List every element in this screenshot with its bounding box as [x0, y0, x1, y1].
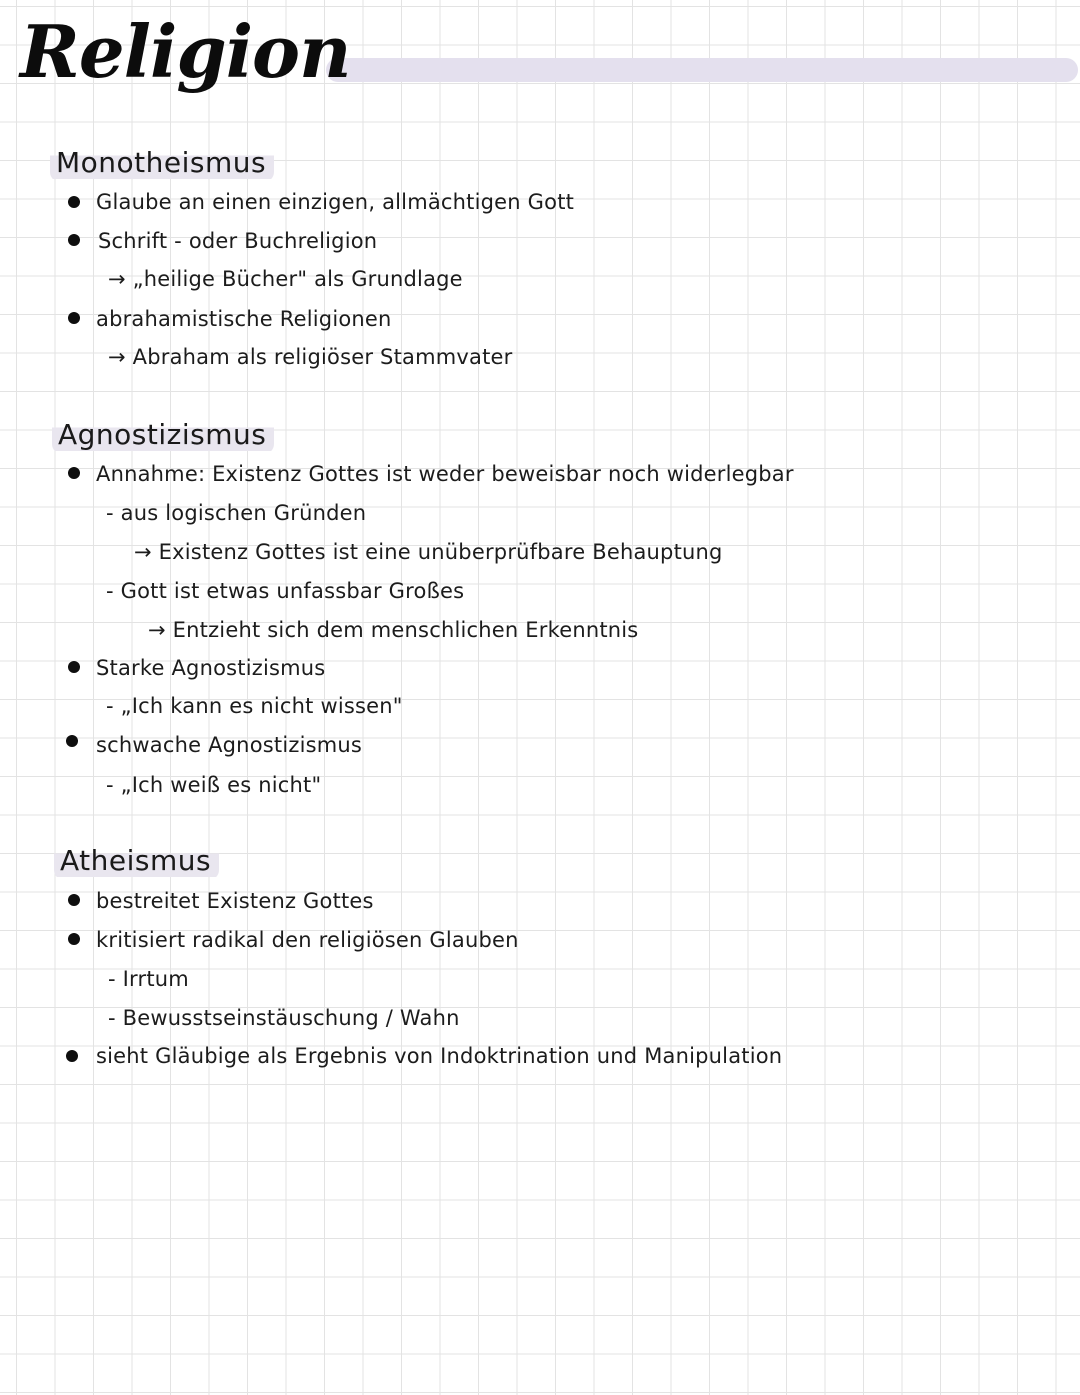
mono-point-3-sub: → Abraham als religiöser Stammvater [108, 345, 513, 369]
agno-point-1-dash-2-sub: → Entzieht sich dem menschlichen Erkenntnis [148, 618, 639, 642]
agno-point-1-dash-1-sub: → Existenz Gottes ist eine unüberprüfbare Behauptung [134, 540, 723, 564]
bullet-icon [68, 234, 80, 246]
heading-monotheismus: Monotheismus [50, 144, 274, 182]
mono-point-2-sub: → „heilige Bücher" als Grundlage [108, 267, 463, 291]
title-highlight-bar [326, 58, 1078, 82]
mono-point-1: Glaube an einen einzigen, allmächtigen Gott [96, 190, 575, 214]
bullet-icon [68, 894, 80, 906]
agno-point-3-dash: - „Ich weiß es nicht" [106, 773, 322, 797]
agno-point-1-dash-2: - Gott ist etwas unfassbar Großes [106, 579, 465, 603]
agno-point-3: schwache Agnostizismus [96, 733, 363, 757]
bullet-icon [68, 661, 80, 673]
bullet-icon [66, 735, 78, 747]
page-title: Religion [20, 9, 351, 94]
athe-point-2-dash-1: - Irrtum [108, 967, 189, 991]
agno-point-2: Starke Agnostizismus [96, 656, 326, 680]
mono-point-2: Schrift - oder Buchreligion [98, 229, 378, 253]
athe-point-2-dash-2: - Bewusstseinstäuschung / Wahn [108, 1006, 460, 1030]
athe-point-2: kritisiert radikal den religiösen Glauben [96, 928, 519, 952]
bullet-icon [68, 312, 80, 324]
bullet-icon [68, 467, 80, 479]
mono-point-3: abrahamistische Religionen [96, 307, 392, 331]
heading-atheismus: Atheismus [54, 842, 219, 880]
agno-point-1: Annahme: Existenz Gottes ist weder beweisbar noch widerlegbar [96, 462, 794, 486]
agno-point-2-dash: - „Ich kann es nicht wissen" [106, 694, 403, 718]
bullet-icon [68, 196, 80, 208]
agno-point-1-dash-1: - aus logischen Gründen [106, 501, 367, 525]
bullet-icon [68, 933, 80, 945]
bullet-icon [66, 1050, 78, 1062]
athe-point-3: sieht Gläubige als Ergebnis von Indoktrination und Manipulation [96, 1044, 783, 1068]
heading-agnostizismus: Agnostizismus [52, 416, 274, 454]
athe-point-1: bestreitet Existenz Gottes [96, 889, 374, 913]
